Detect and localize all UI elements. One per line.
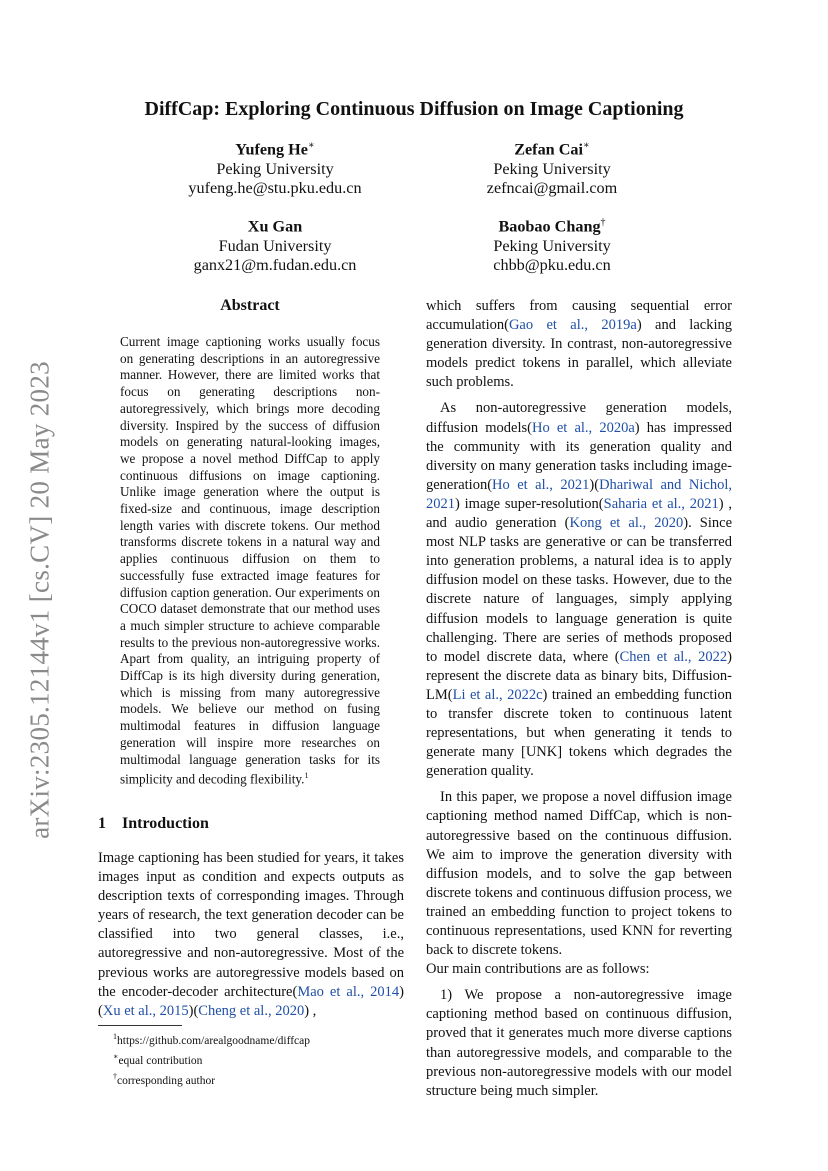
author-affiliation: Peking University <box>493 159 611 178</box>
author-name: Yufeng He∗ <box>235 140 315 159</box>
arxiv-identifier: arXiv:2305.12144v1 [cs.CV] 20 May 2023 <box>24 361 55 839</box>
citation-link[interactable]: Ho et al., 2020a <box>531 419 635 436</box>
footnote-item: ∗equal contribution <box>113 1052 203 1067</box>
section-number: 1 <box>98 815 106 832</box>
footnote-ref: 1 <box>304 771 309 781</box>
author-email: zefncai@gmail.com <box>486 179 618 198</box>
author-mark: † <box>600 217 606 228</box>
author-block <box>422 213 682 276</box>
abstract-heading: Abstract <box>220 297 280 314</box>
paper-title: DiffCap: Exploring Continuous Diffusion on Image Captioning <box>144 98 684 120</box>
arxiv-sidebar-stamp <box>20 330 60 870</box>
abstract-text: Current image captioning works usually focus on generating descriptions in an autoregressive manner. However, there are limited works that focus on generating descriptions non-autoregressively, which brings more decoding diversity. Inspired by the success of diffusion models on generating natural-looking images, we propose a novel method DiffCap to apply continuous diffusions on image captioning. Unlike image generation where the output is fixed-size and continuous, image description length varies with discrete tokens. Our method transforms discrete tokens in a natural way and applies continuous diffusion on them to successfully fuse extracted image features for diffusion caption generation. Our experiments on COCO dataset demonstrate that our method uses a much simpler structure to achieve comparable results to the previous non-autoregressive works. Apart from quality, an intriguing property of DiffCap is its high diversity during generation, which is missing from many autoregressive models. We believe our method on fusing multimodal features in diffusion language generation will inspire more researches on multimodal language generation tasks for its simplicity and decoding flexibility. <box>120 334 380 787</box>
citation-link[interactable]: Dhariwal and Nichol, 2021 <box>426 476 733 512</box>
citation-link[interactable]: Gao et al., 2019a <box>508 317 637 334</box>
author-affiliation: Fudan University <box>218 236 332 255</box>
intro-paragraph: Image captioning has been studied for years, it takes images input as condition and expects outputs as description texts of corresponding images. Through years of research, the text generation decoder can be classified into two general classes, i.e., autoregressive and non-autoregressive. Most of the previous works are autoregressive models based on the encoder-decoder architecture(Mao et al., 2014)(Xu et al., 2015)(Cheng et al., 2020) , <box>98 850 404 1019</box>
footnote-item: $^1$https://github.com/arealgoodname/diffcap <box>113 1032 311 1047</box>
body-paragraph: As non-autoregressive generation models, diffusion models(Ho et al., 2020a) has impressed the community with its generation quality and diversity on many generation tasks including image-generation(Ho et al., 2021)(Dhariwal and Nichol, 2021) image super-resolution(Saharia et al., 2021) , and audio generation (Kong et al., 2020). Since most NLP tasks are generative or can be transferred into generation problems, a natural idea is to apply diffusion model on these tasks. However, due to the discrete nature of languages, simply applying diffusion models to language generation is quite challenging. There are series of methods proposed to model discrete data, where (Chen et al., 2022) represent the discrete data as binary bits, Diffusion-LM(Li et al., 2022c) trained an embedding function to transfer discrete token to continuous latent representations, but when generating it tends to generate many [UNK] tokens which degrades the generation quality. <box>426 400 733 780</box>
contribution-item: 1) We propose a non-autoregressive image captioning method based on continuous diffusion, proved that it generates much more diverse captions than autoregressive models, and comparable to the previous non-autoregressive models with our model structure being much simpler. <box>426 987 732 1099</box>
left-column <box>98 849 404 1021</box>
author-mark: ∗ <box>307 140 315 151</box>
section-title: Introduction <box>122 815 209 832</box>
citation-link[interactable]: Xu et al., 2015 <box>102 1002 189 1019</box>
citation-link[interactable]: Saharia et al., 2021 <box>603 495 719 512</box>
citation-link[interactable]: Kong et al., 2020 <box>569 515 684 532</box>
author-mark: ∗ <box>583 140 590 151</box>
author-email: ganx21@m.fudan.edu.cn <box>193 256 357 275</box>
author-affiliation: Peking University <box>216 159 334 178</box>
footnotes <box>113 1029 310 1089</box>
footnote-item: †corresponding author <box>113 1072 216 1088</box>
footnote-rule <box>98 1025 182 1026</box>
author-name: Zefan Cai∗ <box>514 140 590 159</box>
citation-link[interactable]: Ho et al., 2021 <box>492 476 590 493</box>
section-heading <box>98 815 209 833</box>
author-email: yufeng.he@stu.pku.edu.cn <box>188 179 362 198</box>
body-paragraph: which suffers from causing sequential error accumulation(Gao et al., 2019a) and lacking generation diversity. In contrast, non-autoregressive models predict tokens in parallel, which alleviate such problems. <box>426 298 732 391</box>
citation-link[interactable]: Cheng et al., 2020 <box>198 1002 305 1019</box>
author-affiliation: Peking University <box>493 236 611 255</box>
right-column <box>426 297 732 1101</box>
author-block <box>422 136 682 199</box>
author-block <box>145 136 405 199</box>
abstract-body <box>120 334 380 788</box>
author-email: chbb@pku.edu.cn <box>493 256 611 275</box>
citation-link[interactable]: Mao et al., 2014 <box>297 983 400 1000</box>
author-name: Xu Gan <box>247 217 303 236</box>
citation-link[interactable]: Li et al., 2022c <box>452 686 543 703</box>
author-name: Baobao Chang† <box>498 217 606 236</box>
citation-link[interactable]: Chen et al., 2022 <box>619 648 728 665</box>
body-paragraph: In this paper, we propose a novel diffusion image captioning method named DiffCap, which is non-autoregressive based on the continuous diffusion. We aim to improve the generation diversity with diffusion models, and to solve the gap between discrete tokens and continuous diffusion process, we trained an embedding function to project tokens to continuous representations, used KNN for reverting back to discrete tokens. <box>426 789 732 959</box>
author-block <box>145 213 405 276</box>
body-paragraph: Our main contributions are as follows: <box>426 961 650 978</box>
